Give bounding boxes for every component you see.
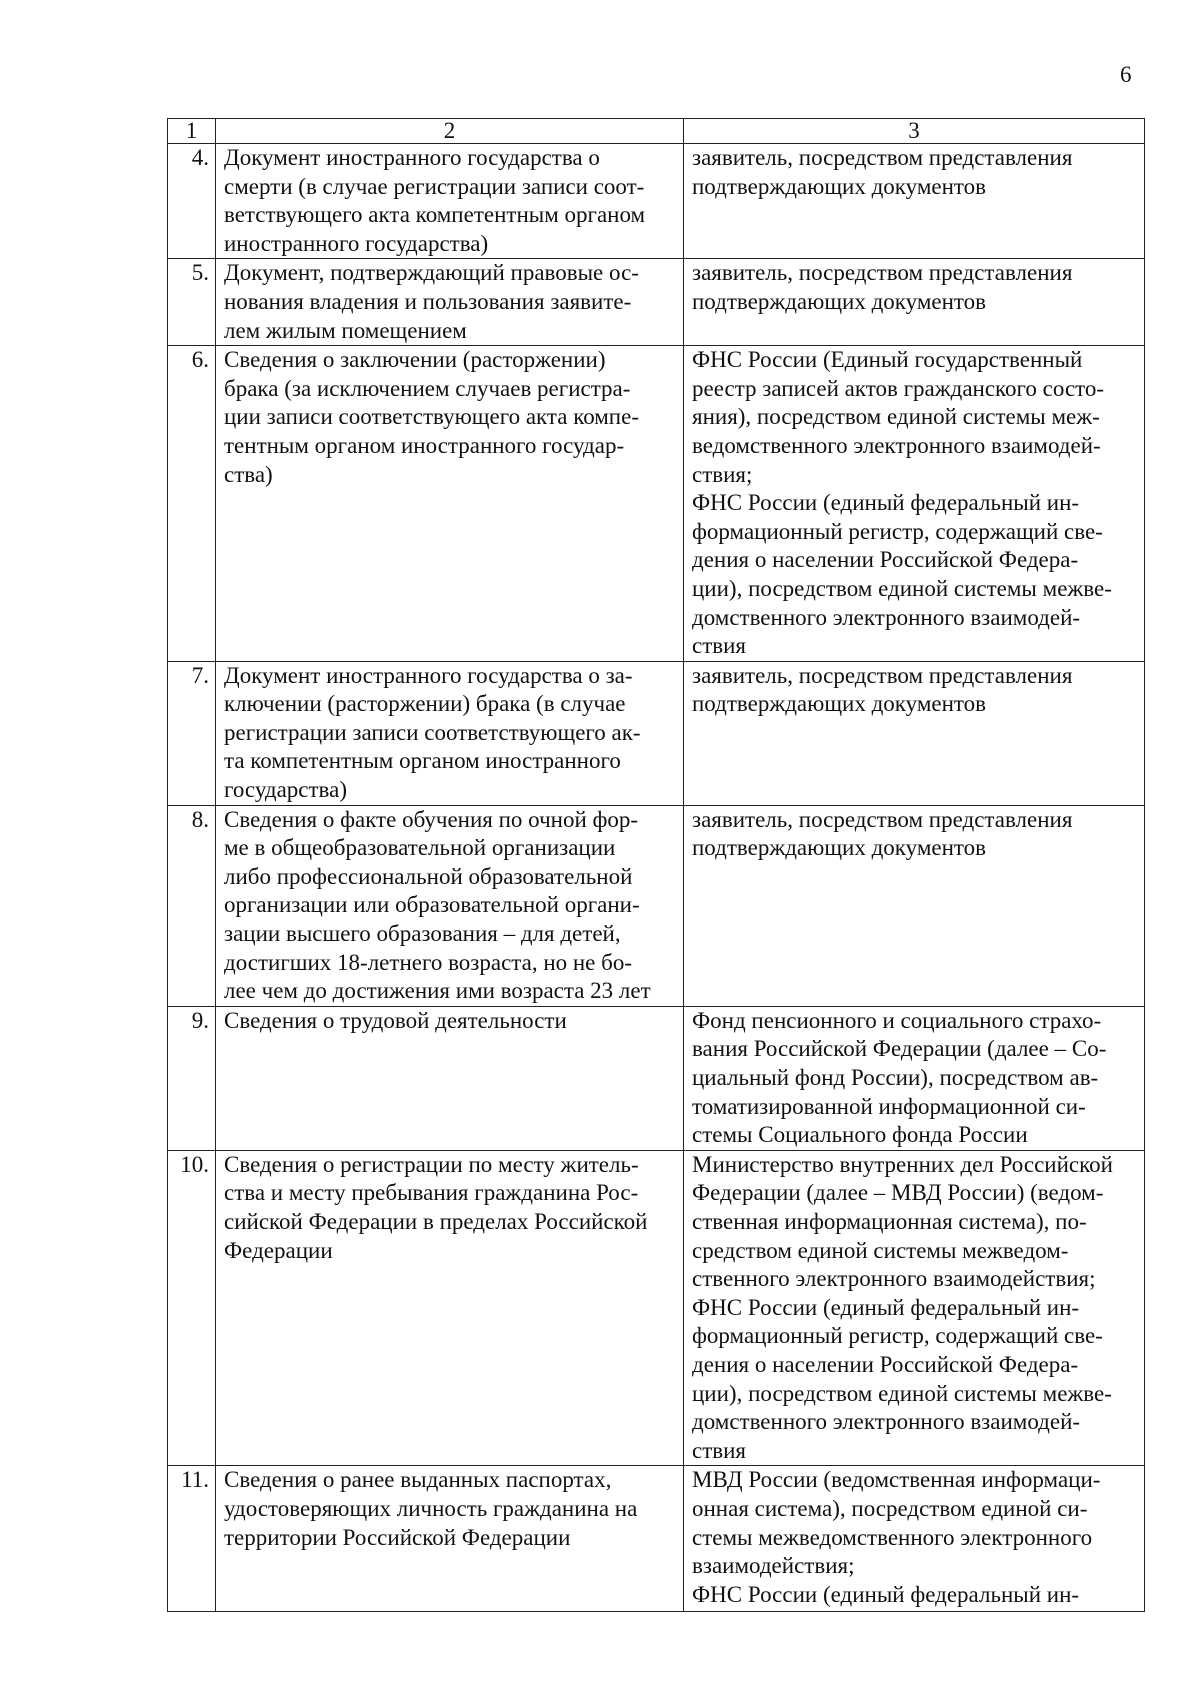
document-text: Сведения о ранее выданных паспортах, удостоверяющих личность гражданина на территории Российской Федерации [224, 1467, 638, 1550]
document-cell [216, 1006, 684, 1150]
table-row [168, 1150, 1145, 1466]
source-text: заявитель, посредством представления подтверждающих документов [692, 806, 1073, 861]
document-cell [216, 661, 684, 805]
page-number: 6 [1120, 62, 1132, 87]
row-number: 4. [168, 144, 216, 259]
documents-table [167, 118, 1145, 1612]
document-cell [216, 1150, 684, 1466]
document-text: Сведения о трудовой деятельности [224, 1007, 567, 1033]
header-col-2: 2 [216, 119, 684, 144]
source-text: заявитель, посредством представления подтверждающих документов [692, 145, 1073, 199]
row-number: 9. [168, 1006, 216, 1150]
source-text: ФНС России (Единый государственный реестр записей актов гражданского состо- яния), посредством единой системы меж- ведомственного электронного взаимодей- ствия; ФНС России (единый федеральный ин- формационный регистр, содержащий све- дения о населении Российской Федера- ции), посредством единой системы межве- домственного электронного взаимодей- ствия [692, 347, 1112, 659]
document-cell [216, 259, 684, 346]
source-text: Министерство внутренних дел Российской Федерации (далее – МВД России) (ведом- ственная информационная система), по- средством единой системы межведом- ственного электронного взаимодействия; ФНС России (единый федеральный ин- формационный регистр, содержащий све- дения о населении Российской Федера- ции), посредством единой системы межве- домственного электронного взаимодей- ствия [692, 1151, 1113, 1463]
header-col-1: 1 [168, 119, 216, 144]
source-cell [684, 259, 1145, 346]
source-cell [684, 661, 1145, 805]
row-number: 7. [168, 661, 216, 805]
header-col-3: 3 [684, 119, 1145, 144]
row-number: 10. [168, 1150, 216, 1466]
table-header-row [168, 119, 1145, 144]
source-cell [684, 1150, 1145, 1466]
row-number: 11. [168, 1466, 216, 1612]
table-row [168, 144, 1145, 259]
table-row [168, 805, 1145, 1006]
source-text: МВД России (ведомственная информаци- онная система), посредством единой си- стемы межведомственного электронного взаимодействия; ФНС России (единый федеральный ин- [692, 1467, 1101, 1607]
document-text: Документ иностранного государства о смерти (в случае регистрации записи соот- ветствующего акта компетентным органом иностранного государства) [224, 145, 646, 256]
row-number: 5. [168, 259, 216, 346]
source-cell [684, 346, 1145, 662]
source-text: заявитель, посредством представления подтверждающих документов [692, 260, 1073, 314]
document-text: Сведения о факте обучения по очной фор- ме в общеобразовательной организации либо профессиональной образовательной организации или образовательной органи- зации высшего образования – для детей, достигших 18-летнего возраста, но не бо- лее чем до достижения ими возраста 23 лет [224, 806, 651, 1004]
table-row [168, 346, 1145, 662]
source-cell [684, 805, 1145, 1006]
document-cell [216, 346, 684, 662]
document-cell [216, 1466, 684, 1612]
document-text: Сведения о заключении (расторжении) брака (за исключением случаев регистра- ции записи соответствующего акта компе- тентным органом иностранного государ- ства) [224, 347, 639, 487]
source-cell [684, 1466, 1145, 1612]
row-number: 6. [168, 346, 216, 662]
source-cell [684, 144, 1145, 259]
row-number: 8. [168, 805, 216, 1006]
table-row [168, 1006, 1145, 1150]
document-text: Сведения о регистрации по месту житель- ства и месту пребывания гражданина Рос- сийской Федерации в пределах Российской Федерации [224, 1151, 648, 1263]
table-row [168, 1466, 1145, 1612]
document-cell [216, 805, 684, 1006]
source-text: заявитель, посредством представления подтверждающих документов [692, 662, 1073, 717]
document-text: Документ, подтверждающий правовые ос- нования владения и пользования заявите- лем жилым помещением [224, 260, 639, 343]
table-row [168, 259, 1145, 346]
document-text: Документ иностранного государства о за- ключении (расторжении) брака (в случае регистрации записи соответствующего ак- та компетентным органом иностранного государства) [224, 662, 641, 803]
source-cell [684, 1006, 1145, 1150]
document-cell [216, 144, 684, 259]
table-row [168, 661, 1145, 805]
source-text: Фонд пенсионного и социального страхо- вания Российской Федерации (далее – Со- циальный фонд России), посредством ав- томатизированной информационной си- стемы Социального фонда России [692, 1007, 1107, 1148]
